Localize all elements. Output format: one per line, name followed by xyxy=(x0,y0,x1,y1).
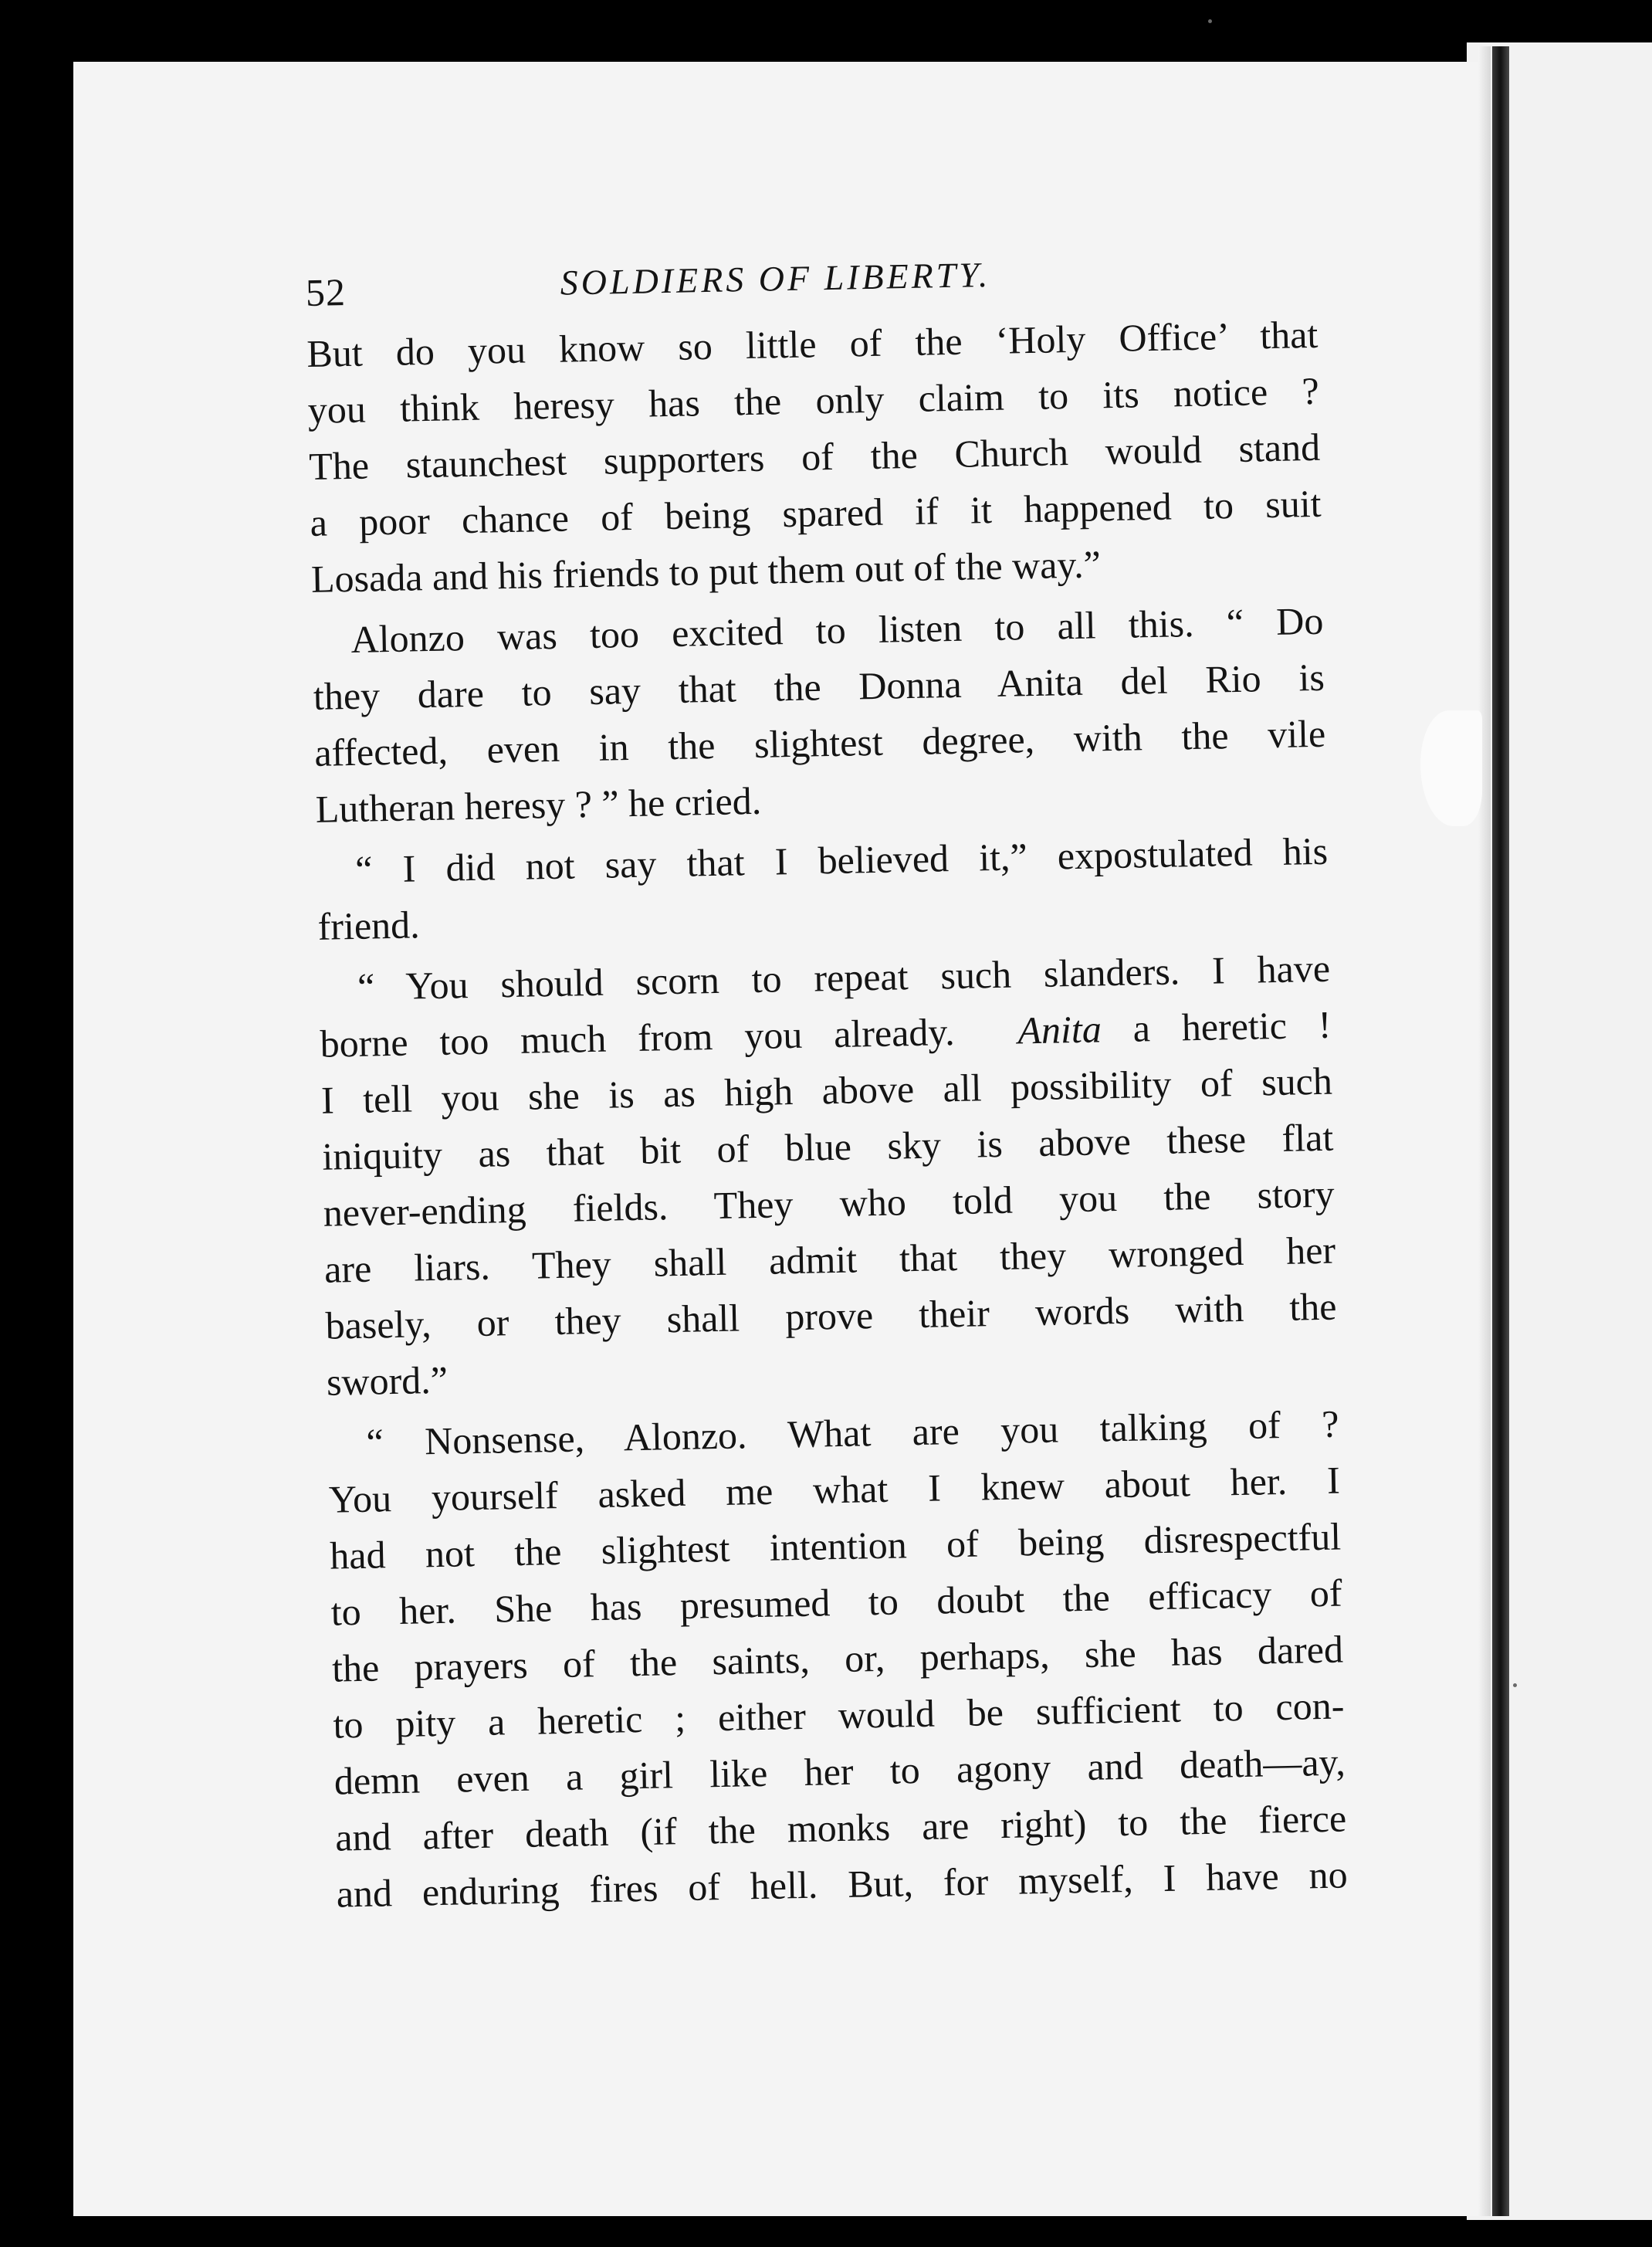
text-line: the prayers of the saints, or, perhaps, she has dared xyxy=(331,1627,1344,1690)
text-line: Losada and his friends to put them out of the way.” xyxy=(310,542,1102,601)
paragraph xyxy=(319,940,1362,1411)
running-title: SOLDIERS OF LIBERTY. xyxy=(560,254,991,303)
text-line: But do you know so little of the ‘Holy Office’ that xyxy=(306,312,1319,375)
text-line: “ You should scorn to repeat such slanders. I have xyxy=(357,946,1331,1008)
text-line: to pity a heretic ; either would be sufficient to con- xyxy=(333,1683,1345,1747)
text-line: The staunchest supporters of the Church would stand xyxy=(308,425,1321,488)
text-line: to her. She has presumed to doubt the efficacy of xyxy=(330,1571,1343,1634)
text-line: had not the slightest intention of being disrespectful xyxy=(329,1514,1342,1578)
text-line: and after death (if the monks are right) to the fierce xyxy=(334,1796,1347,1859)
paragraph xyxy=(327,1395,1371,1923)
text-line: basely, or they shall prove their words with the xyxy=(325,1284,1337,1347)
paragraph xyxy=(317,822,1353,955)
book-gutter xyxy=(1492,46,1509,2216)
page-text xyxy=(305,235,1371,1922)
paragraph xyxy=(306,306,1346,608)
text-line: they dare to say that the Donna Anita del Rio is xyxy=(313,655,1325,718)
page-number: 52 xyxy=(305,269,347,314)
scan-speck xyxy=(1513,1683,1517,1687)
text-line: sword.” xyxy=(326,1357,449,1404)
text-line: never-ending fields. They who told you the story xyxy=(323,1171,1335,1235)
page-edge-shadow xyxy=(1478,46,1491,2216)
scan-speck xyxy=(1208,19,1212,23)
text-line: “ I did not say that I believed it,” expostulated his xyxy=(354,829,1329,891)
text-line: friend. xyxy=(317,903,421,948)
text-segment: a heretic ! xyxy=(1132,1002,1332,1050)
text-line: I tell you she is as high above all possibility of such xyxy=(320,1059,1333,1122)
text-line: affected, even in the slightest degree, with the vile xyxy=(313,711,1326,774)
text-line: you think heresy has the only claim to its notice ? xyxy=(307,368,1320,432)
text-line: Lutheran heresy ? ” he cried. xyxy=(315,778,762,831)
text-line: You yourself asked me what I knew about her. I xyxy=(328,1458,1341,1521)
text-segment: borne too much from you already. xyxy=(320,1010,956,1066)
text-line: a poor chance of being spared if it happened to suit xyxy=(310,481,1322,544)
italic-name: Anita xyxy=(1017,1007,1102,1052)
text-line: Alonzo was too excited to listen to all this. “ Do xyxy=(350,598,1324,661)
paragraph xyxy=(312,592,1350,838)
text-line: and enduring fires of hell. But, for myself, I have no xyxy=(336,1852,1349,1916)
text-line: demn even a girl like her to agony and death—ay, xyxy=(333,1740,1346,1803)
text-line: iniquity as that bit of blue sky is above these flat xyxy=(321,1115,1334,1178)
text-line: “ Nonsense, Alonzo. What are you talking of ? xyxy=(365,1401,1339,1464)
text-line: are liars. They shall admit that they wronged her xyxy=(323,1228,1336,1291)
